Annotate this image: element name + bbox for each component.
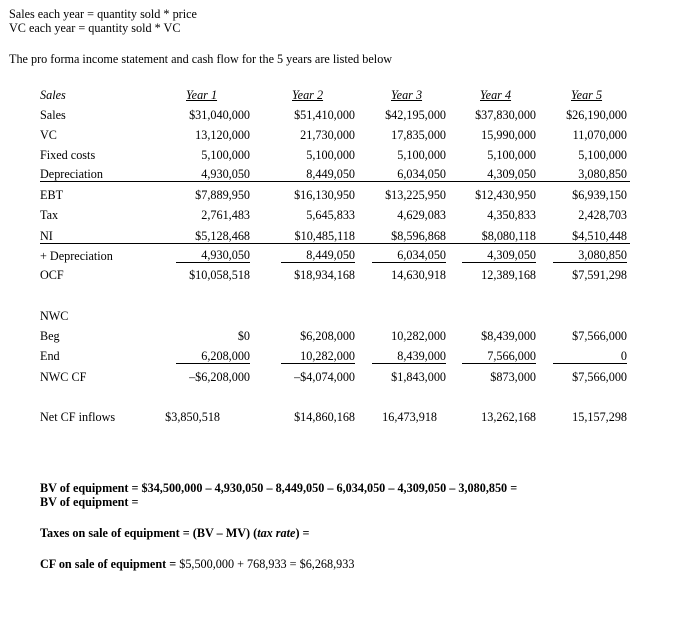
nwc-title: NWC bbox=[40, 309, 69, 323]
cell-ocf-y1: $10,058,518 bbox=[189, 268, 250, 282]
cell-nwcend-y3: 8,439,000 bbox=[372, 349, 446, 364]
row-label-plus-depreciation: + Depreciation bbox=[40, 249, 113, 263]
cell-nwcend-y1: 6,208,000 bbox=[176, 349, 250, 364]
intro-line-sales: Sales each year = quantity sold * price bbox=[9, 7, 197, 21]
cell-vc-y3: 17,835,000 bbox=[391, 128, 446, 142]
rule-after-tax bbox=[40, 243, 630, 244]
intro-line-description: The pro forma income statement and cash flow for the 5 years are listed below bbox=[9, 52, 393, 66]
row-label-ebt: EBT bbox=[40, 188, 64, 202]
cell-adddepr-y5: 3,080,850 bbox=[553, 248, 627, 263]
cf-on-sale-label: CF on sale of equipment = bbox=[40, 557, 180, 571]
cell-tax-y5: 2,428,703 bbox=[578, 208, 627, 222]
cell-ni-y3: $8,596,868 bbox=[391, 229, 446, 243]
year-header-4: Year 4 bbox=[480, 88, 512, 102]
rule-after-depreciation bbox=[40, 181, 630, 182]
row-label-nwc-cf: NWC CF bbox=[40, 370, 87, 384]
table-header-label: Sales bbox=[40, 88, 66, 102]
year-header-1: Year 1 bbox=[186, 88, 218, 102]
cell-sales-y3: $42,195,000 bbox=[385, 108, 446, 122]
cell-sales-y2: $51,410,000 bbox=[294, 108, 355, 122]
cell-tax-y1: 2,761,483 bbox=[201, 208, 250, 222]
row-label-nwc-beg: Beg bbox=[40, 329, 60, 343]
cell-depr-y2: 8,449,050 bbox=[306, 167, 355, 181]
cell-nwcbeg-y2: $6,208,000 bbox=[300, 329, 355, 343]
cell-vc-y2: 21,730,000 bbox=[300, 128, 355, 142]
cell-depr-y4: 4,309,050 bbox=[487, 167, 536, 181]
cell-tax-y4: 4,350,833 bbox=[487, 208, 536, 222]
cell-ebt-y1: $7,889,950 bbox=[195, 188, 250, 202]
year-header-2: Year 2 bbox=[292, 88, 324, 102]
cell-ocf-y5: $7,591,298 bbox=[572, 268, 627, 282]
tax-rate-term: tax rate bbox=[257, 526, 296, 540]
cell-nwcbeg-y1: $0 bbox=[237, 329, 250, 343]
cell-sales-y1: $31,040,000 bbox=[189, 108, 250, 122]
intro-line-vc: VC each year = quantity sold * VC bbox=[9, 21, 181, 35]
cell-nwccf-y2: –$4,074,000 bbox=[294, 370, 355, 384]
row-label-net-cf: Net CF inflows bbox=[40, 410, 116, 424]
tax-on-sale-suffix: ) = bbox=[295, 526, 310, 540]
cell-adddepr-y2: 8,449,050 bbox=[281, 248, 355, 263]
cell-ni-y1: $5,128,468 bbox=[195, 229, 250, 243]
cell-ni-y4: $8,080,118 bbox=[481, 229, 536, 243]
cell-nwccf-y1: –$6,208,000 bbox=[189, 370, 250, 384]
row-label-depreciation: Depreciation bbox=[40, 167, 103, 181]
cell-fixed-y5: 5,100,000 bbox=[578, 148, 627, 162]
cell-nwcbeg-y4: $8,439,000 bbox=[481, 329, 536, 343]
cell-adddepr-y3: 6,034,050 bbox=[372, 248, 446, 263]
cell-ni-y5: $4,510,448 bbox=[572, 229, 627, 243]
cell-netcf-y2: $14,860,168 bbox=[294, 410, 355, 424]
cell-nwcend-y2: 10,282,000 bbox=[281, 349, 355, 364]
cell-fixed-y2: 5,100,000 bbox=[306, 148, 355, 162]
cell-netcf-y1: $3,850,518 bbox=[165, 410, 220, 424]
cell-sales-y4: $37,830,000 bbox=[475, 108, 536, 122]
cell-fixed-y3: 5,100,000 bbox=[397, 148, 446, 162]
bv-result-line: BV of equipment = bbox=[40, 495, 139, 509]
cell-nwcend-y4: 7,566,000 bbox=[462, 349, 536, 364]
cell-depr-y3: 6,034,050 bbox=[397, 167, 446, 181]
cell-sales-y5: $26,190,000 bbox=[566, 108, 627, 122]
cell-depr-y5: 3,080,850 bbox=[578, 167, 627, 181]
cell-fixed-y4: 5,100,000 bbox=[487, 148, 536, 162]
bv-equation bbox=[40, 481, 517, 495]
row-label-ocf: OCF bbox=[40, 268, 64, 282]
row-label-fixed-costs: Fixed costs bbox=[40, 148, 96, 162]
row-label-sales: Sales bbox=[40, 108, 66, 122]
cell-tax-y3: 4,629,083 bbox=[397, 208, 446, 222]
cell-nwcbeg-y3: 10,282,000 bbox=[391, 329, 446, 343]
cf-on-sale-line bbox=[40, 557, 354, 571]
cell-vc-y1: 13,120,000 bbox=[195, 128, 250, 142]
cell-ebt-y3: $13,225,950 bbox=[385, 188, 446, 202]
cell-fixed-y1: 5,100,000 bbox=[201, 148, 250, 162]
cell-ocf-y3: 14,630,918 bbox=[391, 268, 446, 282]
cell-tax-y2: 5,645,833 bbox=[306, 208, 355, 222]
cell-nwcbeg-y5: $7,566,000 bbox=[572, 329, 627, 343]
cell-adddepr-y4: 4,309,050 bbox=[462, 248, 536, 263]
cell-depr-y1: 4,930,050 bbox=[201, 167, 250, 181]
cell-nwccf-y3: $1,843,000 bbox=[391, 370, 446, 384]
tax-on-sale-prefix: Taxes on sale of equipment = (BV – MV) ( bbox=[40, 526, 258, 540]
cell-nwccf-y5: $7,566,000 bbox=[572, 370, 627, 384]
tax-on-sale-line bbox=[40, 526, 310, 540]
year-header-3: Year 3 bbox=[391, 88, 423, 102]
cell-ocf-y4: 12,389,168 bbox=[481, 268, 536, 282]
cf-on-sale-value: $5,500,000 + 768,933 = $6,268,933 bbox=[179, 557, 355, 571]
cell-vc-y5: 11,070,000 bbox=[572, 128, 627, 142]
cell-ebt-y2: $16,130,950 bbox=[294, 188, 355, 202]
cell-netcf-y3: 16,473,918 bbox=[382, 410, 437, 424]
row-label-tax: Tax bbox=[40, 208, 59, 222]
row-label-nwc-end: End bbox=[40, 349, 60, 363]
row-label-vc: VC bbox=[40, 128, 57, 142]
cell-netcf-y5: 15,157,298 bbox=[572, 410, 627, 424]
cell-ebt-y4: $12,430,950 bbox=[475, 188, 536, 202]
cell-netcf-y4: 13,262,168 bbox=[481, 410, 536, 424]
cell-ebt-y5: $6,939,150 bbox=[572, 188, 627, 202]
cell-nwcend-y5: 0 bbox=[553, 349, 627, 364]
row-label-ni: NI bbox=[40, 229, 53, 243]
cell-ni-y2: $10,485,118 bbox=[294, 229, 355, 243]
bv-equation-text: BV of equipment = $34,500,000 – 4,930,050 – 8,449,050 – 6,034,050 – 4,309,050 – 3,080,850 = bbox=[40, 481, 518, 495]
cell-ocf-y2: $18,934,168 bbox=[294, 268, 355, 282]
cell-vc-y4: 15,990,000 bbox=[481, 128, 536, 142]
cell-adddepr-y1: 4,930,050 bbox=[176, 248, 250, 263]
cell-nwccf-y4: $873,000 bbox=[490, 370, 536, 384]
year-header-5: Year 5 bbox=[571, 88, 603, 102]
